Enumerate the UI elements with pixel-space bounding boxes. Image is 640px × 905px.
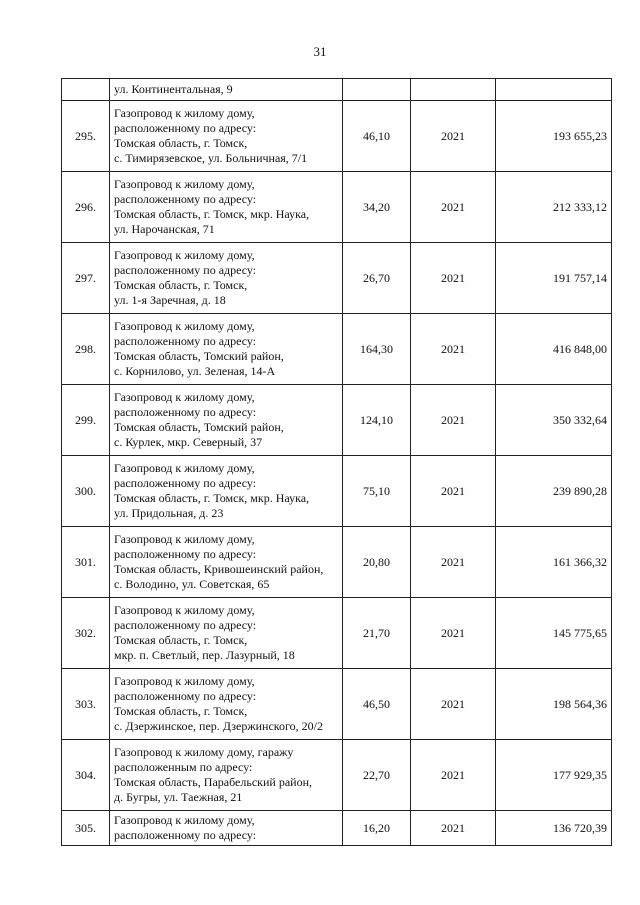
description-line: Газопровод к жилому дому,	[114, 319, 255, 333]
description-cell	[110, 243, 343, 314]
description-line: Томская область, г. Томск,	[114, 633, 248, 647]
table-row	[62, 314, 612, 385]
description-line: Томская область, г. Томск, мкр. Наука,	[114, 207, 310, 221]
table-row	[62, 243, 612, 314]
row-number-cell: 303.	[62, 669, 110, 740]
table-row	[62, 669, 612, 740]
year-cell: 2021	[411, 243, 496, 314]
description-line: расположенному по адресу:	[114, 689, 257, 703]
table-body	[62, 79, 612, 846]
description-line: ул. Нарочанская, 71	[114, 222, 215, 236]
description-cell	[110, 811, 343, 846]
table-row-continuation	[62, 79, 612, 101]
table-row	[62, 101, 612, 172]
description-line: Газопровод к жилому дому,	[114, 461, 255, 475]
row-number-cell	[62, 79, 110, 101]
description-cell	[110, 527, 343, 598]
description-line: расположенному по адресу:	[114, 476, 257, 490]
description-line: Томская область, г. Томск,	[114, 278, 248, 292]
table-row	[62, 811, 612, 846]
description-line: Томская область, Томский район,	[114, 349, 284, 363]
description-line: ул. Придольная, д. 23	[114, 506, 224, 520]
gas-pipeline-table	[61, 78, 612, 846]
description-cell	[110, 172, 343, 243]
year-cell: 2021	[411, 314, 496, 385]
cost-cell: 161 366,32	[496, 527, 612, 598]
description-line: расположенному по адресу:	[114, 192, 257, 206]
description-cell	[110, 101, 343, 172]
description-line: Томская область, г. Томск,	[114, 136, 248, 150]
row-number-cell: 296.	[62, 172, 110, 243]
description-cell	[110, 456, 343, 527]
length-cell: 20,80	[343, 527, 411, 598]
length-cell: 46,10	[343, 101, 411, 172]
year-cell: 2021	[411, 385, 496, 456]
description-line: расположенному по адресу:	[114, 547, 257, 561]
length-cell: 124,10	[343, 385, 411, 456]
description-line: с. Курлек, мкр. Северный, 37	[114, 435, 263, 449]
length-cell: 16,20	[343, 811, 411, 846]
description-line: расположенным по адресу:	[114, 760, 253, 774]
description-line: ул. 1-я Заречная, д. 18	[114, 293, 226, 307]
cost-cell: 136 720,39	[496, 811, 612, 846]
description-line: Газопровод к жилому дому,	[114, 177, 255, 191]
length-cell: 164,30	[343, 314, 411, 385]
description-line: Газопровод к жилому дому,	[114, 248, 255, 262]
description-line: Томская область, г. Томск, мкр. Наука,	[114, 491, 310, 505]
year-cell: 2021	[411, 456, 496, 527]
description-line: расположенному по адресу:	[114, 828, 257, 842]
description-line: Газопровод к жилому дому,	[114, 603, 255, 617]
length-cell: 34,20	[343, 172, 411, 243]
description-cell	[110, 740, 343, 811]
row-number-cell: 295.	[62, 101, 110, 172]
row-number-cell: 301.	[62, 527, 110, 598]
cost-cell: 177 929,35	[496, 740, 612, 811]
length-cell: 75,10	[343, 456, 411, 527]
description-line: Томская область, Томский район,	[114, 420, 284, 434]
description-cell	[110, 598, 343, 669]
description-line: мкр. п. Светлый, пер. Лазурный, 18	[114, 648, 295, 662]
table-row	[62, 385, 612, 456]
description-line: с. Корнилово, ул. Зеленая, 14-А	[114, 364, 276, 378]
cost-cell	[496, 79, 612, 101]
row-number-cell: 300.	[62, 456, 110, 527]
length-cell: 26,70	[343, 243, 411, 314]
cost-cell: 145 775,65	[496, 598, 612, 669]
description-line: Томская область, г. Томск,	[114, 704, 248, 718]
description-line: расположенному по адресу:	[114, 405, 257, 419]
year-cell: 2021	[411, 669, 496, 740]
description-line: Газопровод к жилому дому,	[114, 674, 255, 688]
cost-cell: 416 848,00	[496, 314, 612, 385]
page-number: 31	[313, 44, 327, 59]
table-row	[62, 598, 612, 669]
row-number-cell: 297.	[62, 243, 110, 314]
description-line: Газопровод к жилому дому,	[114, 390, 255, 404]
description-cell	[110, 79, 343, 101]
description-line: Газопровод к жилому дому, гаражу	[114, 745, 294, 759]
year-cell	[411, 79, 496, 101]
description-line: Томская область, Парабельский район,	[114, 775, 312, 789]
description-line: расположенному по адресу:	[114, 263, 257, 277]
length-cell: 22,70	[343, 740, 411, 811]
length-cell: 46,50	[343, 669, 411, 740]
row-number-cell: 298.	[62, 314, 110, 385]
cost-cell: 239 890,28	[496, 456, 612, 527]
description-line: расположенному по адресу:	[114, 121, 257, 135]
description-cell	[110, 669, 343, 740]
row-number-cell: 304.	[62, 740, 110, 811]
description-line: с. Дзержинское, пер. Дзержинского, 20/2	[114, 719, 323, 733]
description-line: с. Тимирязевское, ул. Больничная, 7/1	[114, 151, 308, 165]
description-cell	[110, 385, 343, 456]
row-number-cell: 305.	[62, 811, 110, 846]
table-row	[62, 172, 612, 243]
cost-cell: 198 564,36	[496, 669, 612, 740]
cost-cell: 191 757,14	[496, 243, 612, 314]
row-number-cell: 299.	[62, 385, 110, 456]
year-cell: 2021	[411, 740, 496, 811]
length-cell	[343, 79, 411, 101]
description-line: Газопровод к жилому дому,	[114, 532, 255, 546]
cost-cell: 350 332,64	[496, 385, 612, 456]
description-line: ул. Континентальная, 9	[114, 82, 233, 96]
description-line: Газопровод к жилому дому,	[114, 813, 255, 827]
year-cell: 2021	[411, 527, 496, 598]
year-cell: 2021	[411, 172, 496, 243]
description-line: Газопровод к жилому дому,	[114, 106, 255, 120]
description-line: д. Бугры, ул. Таежная, 21	[114, 790, 243, 804]
table-row	[62, 456, 612, 527]
year-cell: 2021	[411, 101, 496, 172]
year-cell: 2021	[411, 598, 496, 669]
table-row	[62, 740, 612, 811]
description-line: Томская область, Кривошеинский район,	[114, 562, 324, 576]
row-number-cell: 302.	[62, 598, 110, 669]
cost-cell: 212 333,12	[496, 172, 612, 243]
year-cell: 2021	[411, 811, 496, 846]
description-cell	[110, 314, 343, 385]
description-line: расположенному по адресу:	[114, 618, 257, 632]
length-cell: 21,70	[343, 598, 411, 669]
cost-cell: 193 655,23	[496, 101, 612, 172]
table-row	[62, 527, 612, 598]
description-line: с. Володино, ул. Советская, 65	[114, 577, 270, 591]
description-line: расположенному по адресу:	[114, 334, 257, 348]
